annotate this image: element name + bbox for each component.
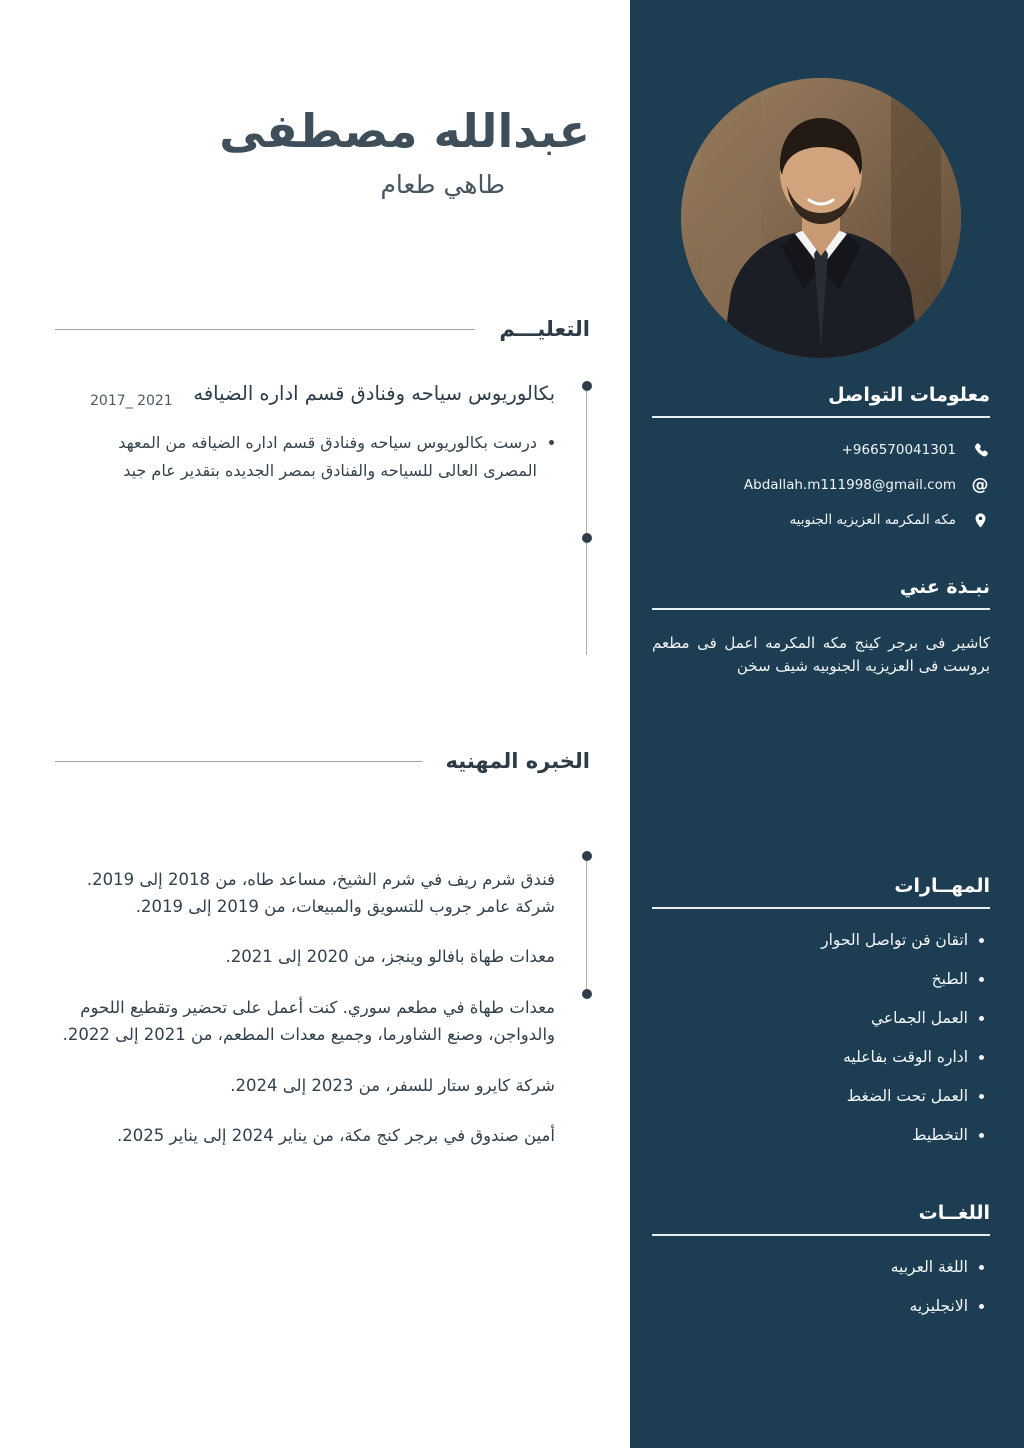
section-underline <box>652 416 990 418</box>
contact-email-row <box>652 475 990 495</box>
section-underline <box>652 907 990 909</box>
experience-section-title: الخبره المهنيه <box>445 749 590 773</box>
education-section-title: التعليـــم <box>499 317 590 341</box>
section-divider-line <box>55 761 422 762</box>
location-pin-icon <box>970 510 990 530</box>
education-dates: 2017_ 2021 <box>90 393 173 409</box>
contact-location-row <box>652 510 990 530</box>
skills-list <box>652 931 990 1144</box>
languages-section <box>652 1202 990 1315</box>
experience-item: معدات طهاة بافالو وينجز، من 2020 إلى 2021. <box>225 947 555 967</box>
candidate-name: عبدالله مصطفى <box>219 104 590 158</box>
experience-item: أمين صندوق في برجر كنج مكة، من يناير 2024 إلى يناير 2025. <box>117 1126 555 1146</box>
timeline-dot <box>582 381 592 391</box>
skill-item: • العمل تحت الضغط <box>652 1087 968 1105</box>
languages-section-title: اللغــات <box>918 1201 990 1224</box>
contact-phone-row <box>652 440 990 460</box>
experience-item: شركة كايرو ستار للسفر، من 2023 إلى 2024. <box>230 1075 555 1095</box>
timeline-dot <box>582 851 592 861</box>
about-text: كاشير فى برجر كينج مكه المكرمه اعمل فى مطعم بروست فى العزيزيه الجنوبيه شيف سخن <box>652 634 990 676</box>
education-details-list <box>90 429 555 485</box>
profile-photo-placeholder <box>681 78 961 358</box>
experience-entries <box>0 851 630 1150</box>
education-degree-row <box>90 379 555 409</box>
section-underline <box>652 1234 990 1236</box>
skill-item: • اتقان فن تواصل الحوار <box>652 931 968 949</box>
section-divider-line <box>55 329 475 330</box>
education-details: • درست بكالوريوس سياحه وفنادق قسم اداره الضيافه من المعهد المصرى العالى للسياحه والفنادق بمصر الجديده بتقدير عام جيد <box>90 429 537 485</box>
timeline-dot <box>582 533 592 543</box>
profile-photo <box>681 78 961 358</box>
skill-item: • التخطيط <box>652 1126 968 1144</box>
languages-list <box>652 1258 990 1315</box>
experience-item: فندق شرم ريف في شرم الشيخ، مساعد طاه، من 2018 إلى 2019. شركة عامر جروب للتسويق والمبيعات، من 2019 إلى 2019. <box>86 870 555 916</box>
skill-item: • العمل الجماعي <box>652 1009 968 1027</box>
experience-item: معدات طهاة في مطعم سوري. كنت أعمل على تحضير وتقطيع اللحوم والدواجن، وصنع الشاورما، وجميع معدات المطعم، من 2021 إلى 2022. <box>62 998 555 1044</box>
at-icon: @ <box>971 474 989 495</box>
contact-section-title: معلومات التواصل <box>828 384 990 406</box>
email-address: Abdallah.m111998@gmail.com <box>743 477 956 493</box>
timeline-line <box>586 387 587 655</box>
skills-section <box>652 875 990 1144</box>
about-section-title: نبـذة عني <box>899 576 990 598</box>
education-entry <box>0 367 630 657</box>
contact-section <box>652 384 990 530</box>
location-text: مكه المكرمه العزيزيه الجنوبيه <box>789 512 956 528</box>
language-item: • اللغة العربيه <box>652 1258 968 1276</box>
skill-item: • الطبخ <box>652 970 968 988</box>
skill-item: • اداره الوقت بفاعليه <box>652 1048 968 1066</box>
skills-section-title: المهــارات <box>894 874 990 897</box>
timeline-dot <box>582 989 592 999</box>
phone-icon <box>970 440 990 460</box>
candidate-job-title: طاهي طعام <box>380 170 505 199</box>
section-underline <box>652 608 990 610</box>
language-item: • الانجليزيه <box>652 1297 968 1315</box>
sidebar <box>630 0 1024 1448</box>
education-degree: بكالوريوس سياحه وفنادق قسم اداره الضيافه <box>193 382 555 405</box>
timeline-line <box>586 857 587 999</box>
experience-section-header <box>55 749 590 773</box>
about-section <box>652 576 990 679</box>
education-section-header <box>55 317 590 341</box>
phone-number: +966570041301 <box>841 442 956 458</box>
